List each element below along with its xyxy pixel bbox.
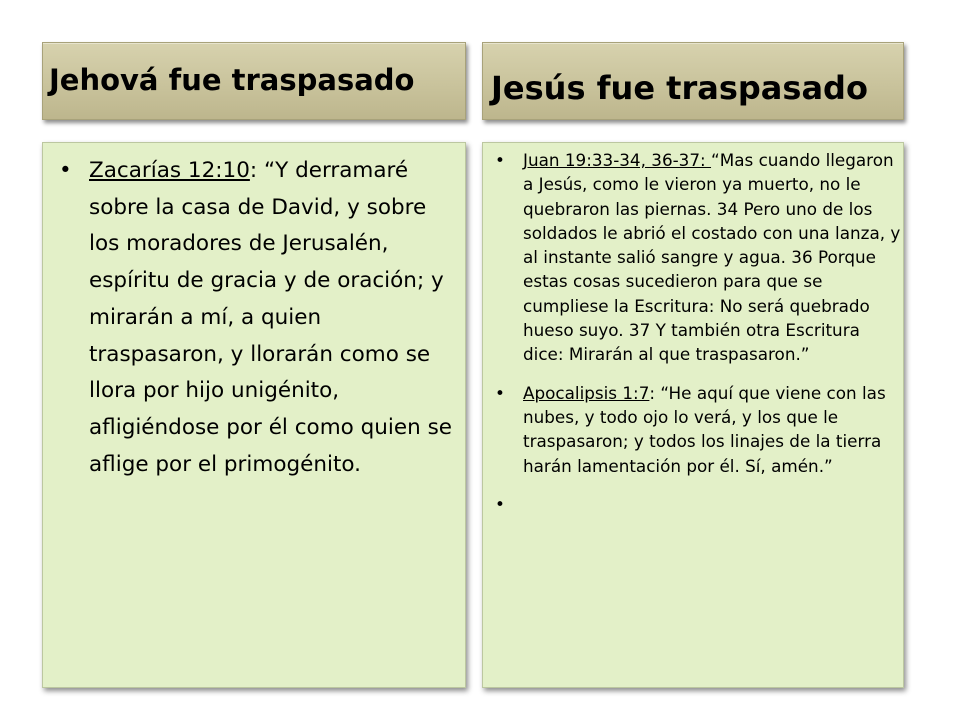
left-panel (42, 142, 466, 688)
right-bullet-list (495, 148, 901, 530)
scripture-text: : “Y derramaré sobre la casa de David, y sobre los moradores de Jerusalén, espíritu de gracia y de oración; y mirarán a mí, a quien traspasaron, y llorarán como se llora por hijo unigénito, afligiéndose por él como quien se aflige por el primogénito. (89, 158, 453, 477)
right-header (482, 42, 904, 120)
scripture-reference: Zacarías 12:10 (89, 158, 250, 183)
left-title: Jehová fue traspasado (49, 63, 415, 97)
right-bullet-item-empty (495, 492, 901, 516)
left-bullet-list (59, 153, 459, 483)
bullet-icon: • (495, 493, 505, 514)
right-title: Jesús fue traspasado (491, 69, 868, 107)
right-bullet-item (495, 148, 901, 367)
bullet-icon: • (59, 158, 72, 183)
scripture-reference: Juan 19:33-34, 36-37: (523, 150, 712, 170)
right-bullet-item (495, 381, 901, 478)
scripture-text: : “He aquí que viene con las nubes, y todo ojo lo verá, y los que le traspasaron; y todos los linajes de la tierra harán lamentación por él. Sí, amén.” (523, 382, 886, 476)
right-panel (482, 142, 904, 688)
bullet-icon: • (495, 150, 505, 170)
left-header (42, 42, 466, 120)
bullet-icon: • (495, 382, 505, 403)
scripture-text: “Mas cuando llegaron a Jesús, como le vieron ya muerto, no le quebraron las piernas. 34 Pero uno de los soldados le abrió el costado con una lanza, y al instante salió sangre y agua. 36 Porque estas cosas sucedieron para que se cumpliese la Escritura: No será quebrado hueso suyo. 37 Y también otra Escritura dice: Mirarán al que traspasaron.” (523, 150, 901, 365)
left-bullet-item (59, 153, 459, 483)
scripture-reference: Apocalipsis 1:7 (523, 382, 650, 403)
